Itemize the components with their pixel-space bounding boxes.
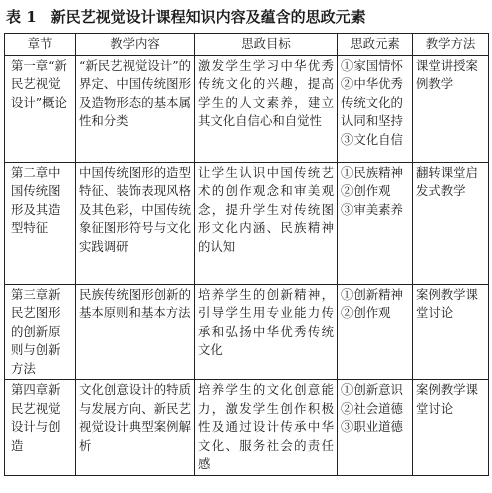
table-caption: [6, 6, 366, 28]
method-cell: 案例教学课堂讨论: [413, 380, 489, 476]
goal-cell: 培养学生的文化创意能力，激发学生创作积极性及通过设计传承中华文化、服务社会的责任感: [195, 380, 338, 476]
element-item: ①创新意识: [341, 382, 403, 397]
chapter-cell: 第一章“新民艺视觉设计”概论: [5, 55, 76, 162]
caption-title: 新民艺视觉设计课程知识内容及蕴含的思政元素: [50, 8, 366, 26]
caption-number: 表 1: [6, 8, 37, 26]
goal-cell: 培养学生的创新精神，引导学生用专业能力传承和弘扬中华优秀传统文化: [195, 284, 338, 380]
chapter-cell: 第四章新民艺视觉设计与创造: [5, 380, 76, 476]
header-row: [5, 34, 489, 56]
element-item: ②创作观: [341, 183, 391, 198]
content-cell: 中国传统图形的造型特征、装饰表现风格及其色彩，中国传统象征图形符号与文化实践调研: [76, 162, 195, 284]
element-item: ①家国情怀: [341, 57, 403, 73]
goal-cell: 激发学生学习中华优秀传统文化的兴趣，提高学生的人文素养，建立其文化自信心和自觉性: [195, 55, 338, 162]
content-cell: “新民艺视觉设计”的界定、中国传统图形及造物形态的基本属性和分类: [76, 55, 195, 162]
element-item: ②创作观: [341, 305, 391, 320]
course-table: [4, 33, 489, 476]
table-row: [5, 55, 489, 162]
goal-cell: 让学生认识中国传统艺术的创作观念和审美观念，提升学生对传统图形文化内涵、民族精神的认知: [195, 162, 338, 284]
header-content: 教学内容: [76, 34, 195, 56]
chapter-cell: 第二章中国传统图形及其造型特征: [5, 162, 76, 284]
header-elements: 思政元素: [338, 34, 413, 56]
header-goal: 思政目标: [195, 34, 338, 56]
elements-cell: [338, 162, 413, 284]
method-cell: 课堂讲授案例教学: [413, 55, 489, 162]
element-item: ①创新精神: [341, 286, 403, 302]
element-item: ②中华优秀传统文化的认同和坚持: [341, 76, 403, 128]
header-method: 教学方法: [413, 34, 489, 56]
element-item: ③文化自信: [341, 131, 403, 147]
table-row: [5, 380, 489, 476]
elements-cell: [338, 284, 413, 380]
chapter-cell: 第三章新民艺图形的创新原则与创新方法: [5, 284, 76, 380]
elements-cell: [338, 55, 413, 162]
table-row: [5, 284, 489, 380]
element-item: ②社会道德: [341, 400, 403, 416]
content-cell: 民族传统图形创新的基本原则和基本方法: [76, 284, 195, 380]
table-row: [5, 162, 489, 284]
element-item: ③职业道德: [341, 419, 403, 434]
method-cell: 翻转课堂启发式教学: [413, 162, 489, 284]
header-chapter: 章节: [5, 34, 76, 56]
elements-cell: [338, 380, 413, 476]
element-item: ③审美素养: [341, 201, 403, 217]
element-item: ①民族精神: [341, 164, 403, 180]
method-cell: 案例教学课堂讨论: [413, 284, 489, 380]
content-cell: 文化创意设计的特质与发展方向、新民艺视觉设计典型案例解析: [76, 380, 195, 476]
